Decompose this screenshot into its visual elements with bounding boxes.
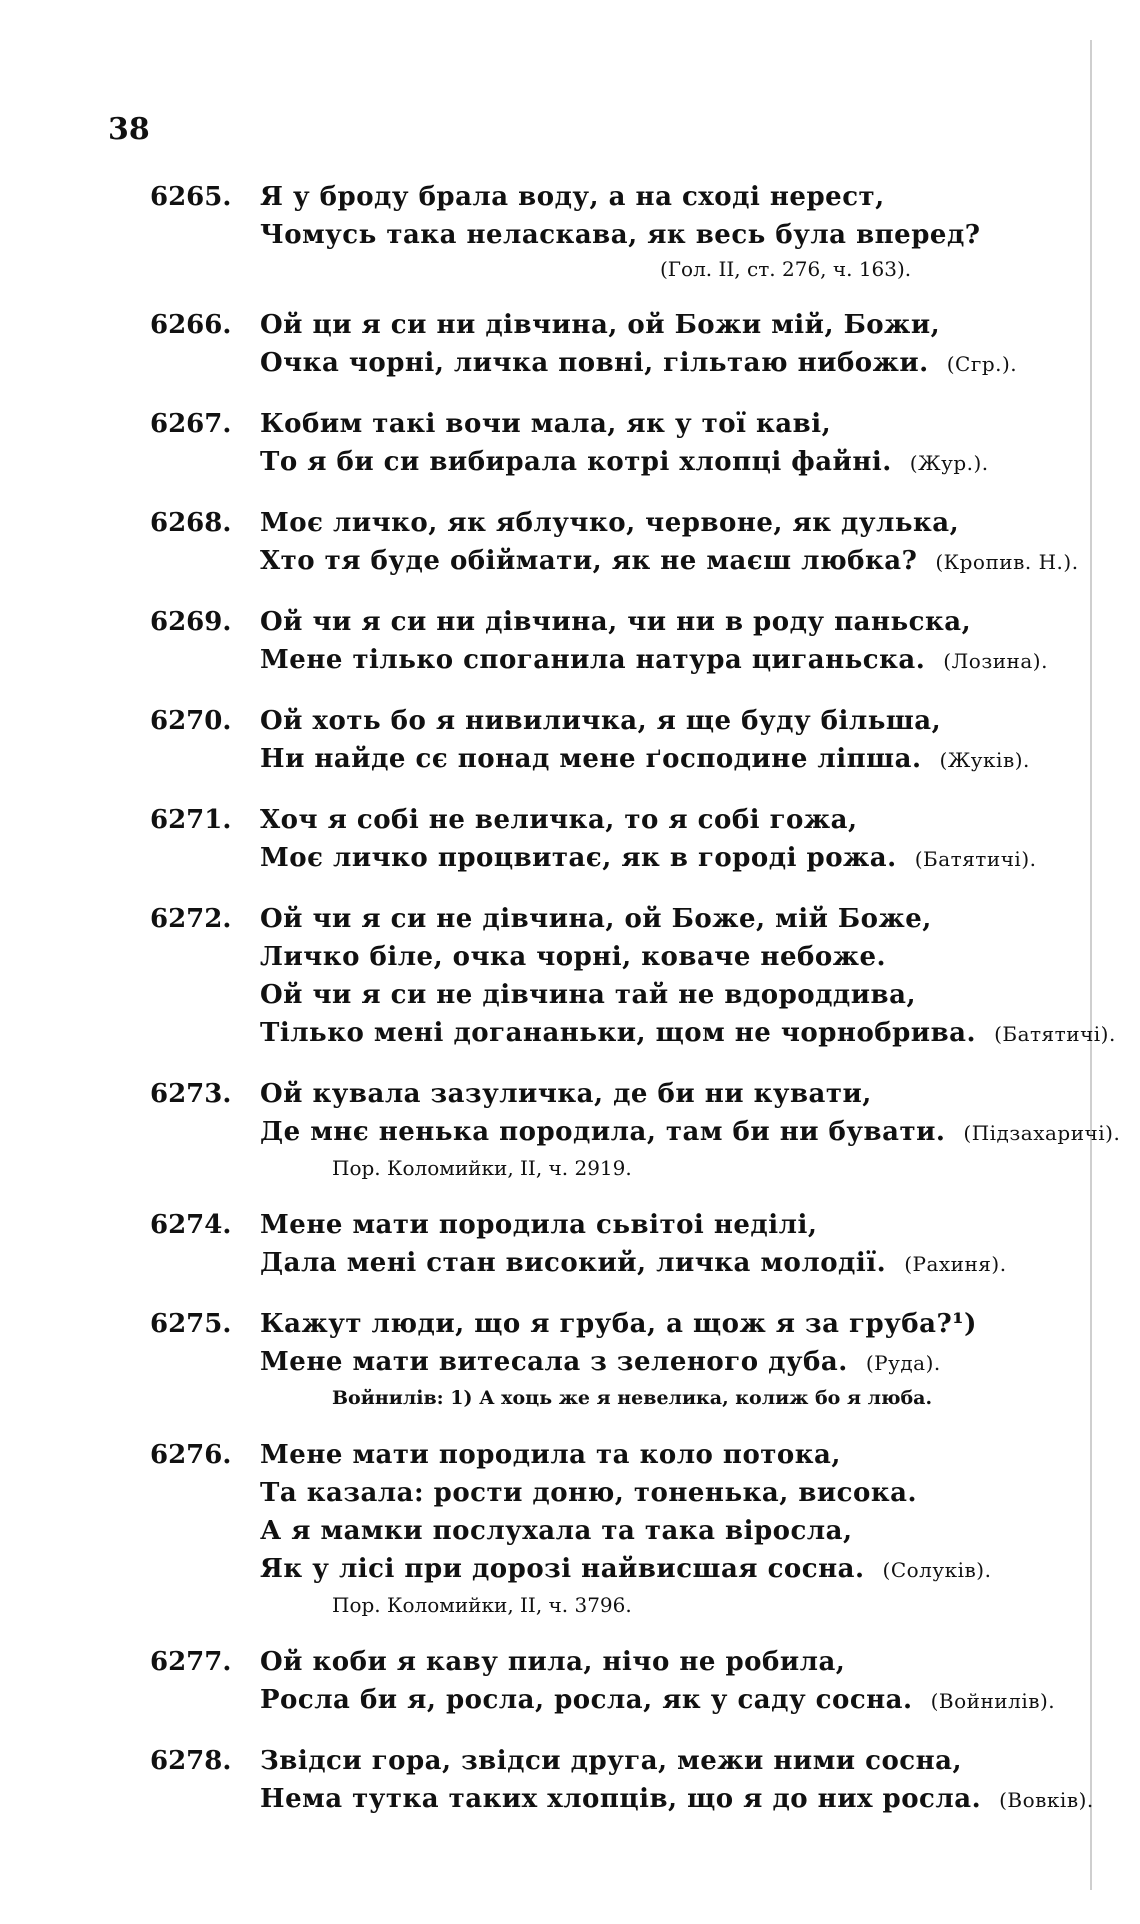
verse-line [260,1244,1030,1283]
verse-text: То я би си вибирала котрі хлопці файні. [260,447,892,477]
verse-text: Звідси гора, звідси друга, межи ними сосна, [260,1746,963,1776]
verse-entry [150,178,1030,284]
verse-text: Росла би я, росла, росла, як у саду сосна. [260,1685,913,1715]
verse-number: 6268. [150,508,232,538]
verse-line [260,504,1079,542]
verse-text: Мене мати породила та коло потока, [260,1440,841,1470]
verse-text: Ой чи я си не дівчина тай не вдороддива, [260,980,916,1010]
verse-number: 6275. [150,1309,232,1339]
verse-note: Пор. Коломийки, II, ч. 2919. [332,1156,632,1180]
verse-line [260,1780,1094,1819]
verse-body [260,1206,1030,1283]
verse-body [260,900,1116,1053]
verse-number: 6278. [150,1746,232,1776]
verse-text: Ой кувала зазуличка, де би ни кувати, [260,1079,872,1109]
verse-line [260,938,1116,976]
verse-entry [150,306,1030,383]
verse-number: 6266. [150,310,232,340]
verse-list [150,178,1121,1841]
verse-source: (Солуків). [882,1558,992,1582]
verse-body [260,1075,1120,1184]
verse-number: 6269. [150,607,232,637]
verse-number: 6267. [150,409,232,439]
verse-line [260,405,1030,443]
verse-body [260,1643,1055,1720]
verse-line [260,306,1030,344]
verse-line [260,641,1048,680]
verse-body [260,405,1030,482]
verse-source: (Вовків). [999,1788,1094,1812]
verse-source: (Руда). [865,1351,941,1375]
verse-text: Як у лісі при дорозі найвисшая сосна. [260,1554,865,1584]
verse-text: Ой чи я си ни дівчина, чи ни в роду паньска, [260,607,972,637]
verse-entry [150,1436,1030,1621]
verse-text: Ой ци я си ни дівчина, ой Божи мій, Божи, [260,310,941,340]
verse-line [260,344,1030,383]
verse-text: Тілько мені догананьки, щом не чорнобрива. [260,1018,977,1048]
verse-body [260,801,1036,878]
verse-entry [150,603,1048,680]
verse-line [260,216,1030,254]
verse-entry [150,702,1030,779]
verse-body [260,702,1030,779]
verse-line [260,1014,1116,1053]
verse-line [260,702,1030,740]
verse-body [260,178,1030,284]
verse-number: 6270. [150,706,232,736]
verse-entry [150,1206,1030,1283]
verse-text: Хто тя буде обіймати, як не маєш любка? [260,546,918,576]
verse-entry [150,1643,1056,1720]
verse-number: 6277. [150,1647,232,1677]
verse-note: Пор. Коломийки, II, ч. 3796. [332,1593,632,1617]
verse-source: (Батятичі). [994,1022,1116,1046]
verse-entry [150,900,1116,1053]
verse-line [260,839,1036,878]
verse-body [260,1436,1030,1621]
verse-body [260,504,1079,581]
verse-text: Личко біле, очка чорні, коваче небоже. [260,942,887,972]
verse-source: (Жур.). [909,451,989,475]
verse-number: 6265. [150,182,232,212]
verse-line [260,178,1030,216]
verse-text: Ой чи я си не дівчина, ой Боже, мій Боже, [260,904,932,934]
verse-text: Чомусь така неласкава, як весь була вперед? [260,220,981,250]
verse-text: Очка чорні, личка повні, гільтаю нибожи. [260,348,929,378]
verse-entry [150,504,1079,581]
verse-line [260,1742,1094,1780]
verse-line [260,1643,1055,1681]
page-number: 38 [108,112,150,147]
verse-text: Де мнє ненька породила, там би ни бувати. [260,1117,946,1147]
verse-body [260,603,1048,680]
verse-source: (Лозина). [943,649,1048,673]
verse-number: 6276. [150,1440,232,1470]
verse-text: Хоч я собі не величка, то я собі гожа, [260,805,858,835]
verse-source: (Жуків). [939,748,1030,772]
verse-number: 6273. [150,1079,232,1109]
verse-source: (Рахиня). [904,1252,1007,1276]
verse-source: (Батятичі). [914,847,1037,871]
verse-line [260,1113,1120,1152]
verse-text: Мене мати породила сьвітоі неділі, [260,1210,818,1240]
verse-text: Кобим такі вочи мала, як у тої каві, [260,409,832,439]
verse-text: Мене мати витесала з зеленого дуба. [260,1347,848,1377]
verse-text: Ой хоть бо я нивиличка, я ще буду більша, [260,706,942,736]
verse-source: (Сгр.). [946,352,1018,376]
verse-line [260,801,1036,839]
verse-text: Моє личко, як яблучко, червоне, як дулька, [260,508,960,538]
verse-line [260,1474,1030,1512]
verse-body [260,306,1030,383]
verse-line [260,1550,1030,1589]
verse-entry [150,405,1030,482]
verse-line [260,976,1116,1014]
verse-number: 6274. [150,1210,232,1240]
verse-line [260,1206,1030,1244]
verse-line [260,1075,1120,1113]
verse-line [260,603,1048,641]
verse-text: Я у броду брала воду, а на сході нерест, [260,182,885,212]
verse-text: А я мамки послухала та така віросла, [260,1516,853,1546]
verse-text: Кажут люди, що я груба, а щож я за груба?¹) [260,1309,977,1339]
verse-footnote: Войнилів: 1) А хоць же я невелика, колиж бо я люба. [332,1387,933,1409]
verse-line [260,1512,1030,1550]
verse-line [260,443,1030,482]
verse-line [260,1305,1030,1343]
verse-entry [150,1742,1094,1819]
verse-text: Ой коби я каву пила, нічо не робила, [260,1647,846,1677]
verse-source: (Гол. II, ст. 276, ч. 163). [660,257,912,281]
verse-number: 6272. [150,904,232,934]
verse-body [260,1305,1030,1414]
verse-source: (Войнилів). [930,1689,1056,1713]
verse-line [260,542,1079,581]
verse-number: 6271. [150,805,232,835]
verse-entry [150,1075,1121,1184]
verse-text: Моє личко процвитає, як в городі рожа. [260,843,897,873]
verse-entry [150,801,1037,878]
verse-text: Мене тілько споганила натура циганьска. [260,645,926,675]
verse-text: Нема тутка таких хлопців, що я до них росла. [260,1784,982,1814]
verse-line [260,1436,1030,1474]
verse-line [260,1681,1055,1720]
verse-text: Дала мені стан високий, личка молодії. [260,1248,887,1278]
verse-source: (Підзахаричі). [963,1121,1121,1145]
verse-text: Та казала: рости доню, тоненька, висока. [260,1478,918,1508]
verse-line [260,1343,1030,1382]
verse-text: Ни найде сє понад мене ґосподине ліпша. [260,744,922,774]
verse-line [260,900,1116,938]
verse-body [260,1742,1094,1819]
verse-line [260,740,1030,779]
verse-source: (Кропив. Н.). [935,550,1079,574]
verse-entry [150,1305,1030,1414]
